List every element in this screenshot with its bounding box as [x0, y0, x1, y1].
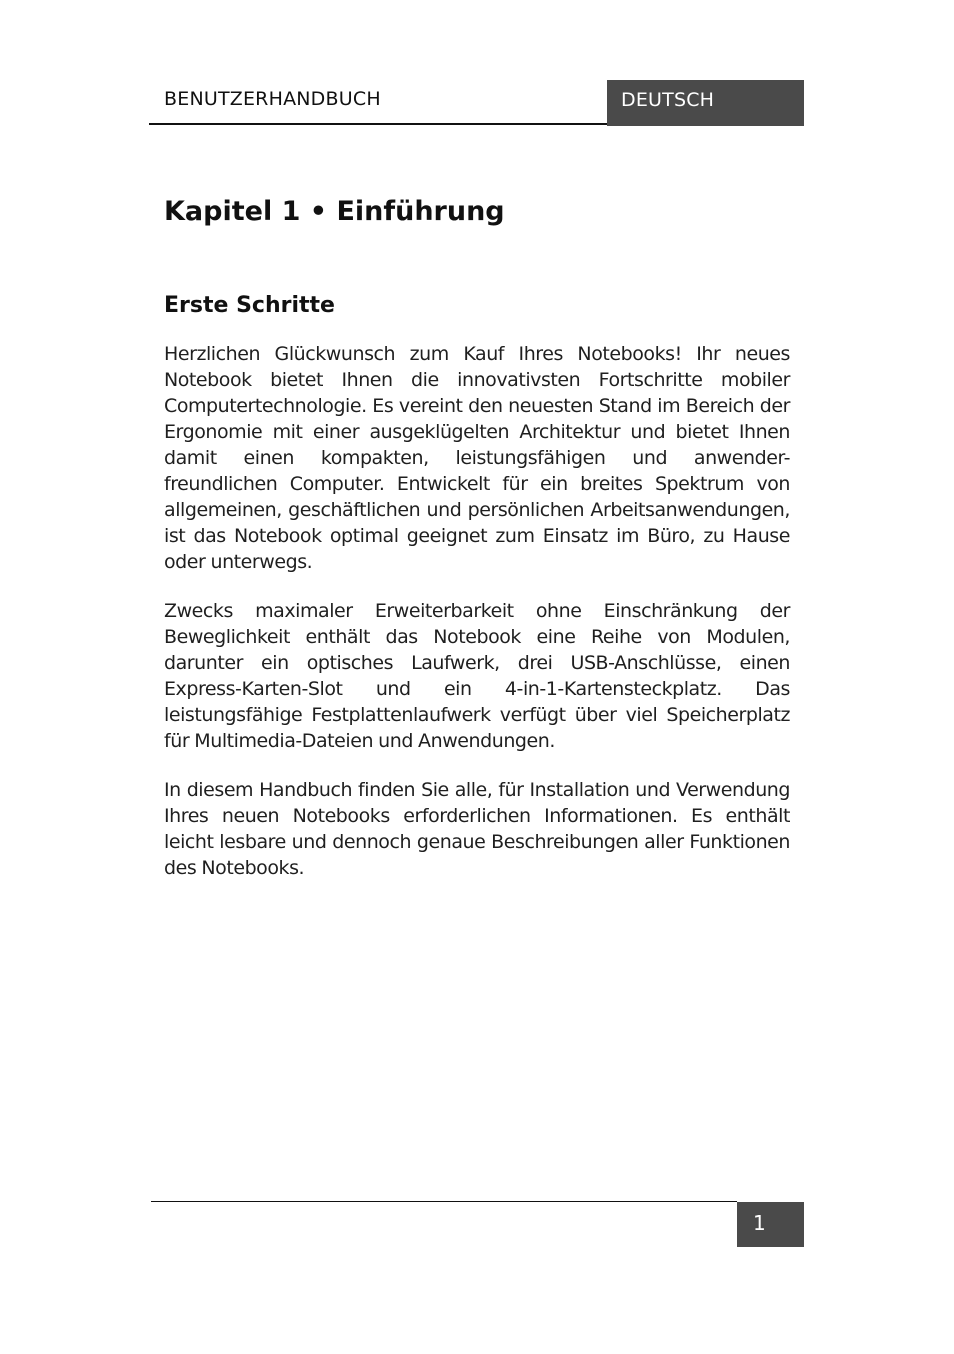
footer-divider [151, 1201, 737, 1202]
page-number-badge [737, 1202, 804, 1247]
body-text [164, 341, 790, 904]
section-title: Erste Schritte [164, 293, 335, 318]
page-number: 1 [753, 1211, 766, 1235]
header-divider [149, 123, 607, 125]
header-title: BENUTZERHANDBUCH [164, 88, 381, 110]
language-badge [607, 80, 804, 126]
paragraph: Zwecks maximaler Erweiterbarkeit ohne Einschränkung der Beweglichkeit enthält das Notebook eine Reihe von Modulen, darunter ein optisches Laufwerk, drei USB-Anschlüsse, einen Express-Karten-Slot und ein 4-in-1-Kartensteckplatz. Das leistungsfähige Festplattenlaufwerk verfügt über viel Speicherplatz für Multimedia-Dateien und Anwendungen. [164, 600, 790, 752]
paragraph: In diesem Handbuch finden Sie alle, für Installation und Verwendung Ihres neuen Notebooks erforderlichen Informationen. Es enthält leicht lesbare und dennoch genaue Beschreibungen aller Funktionen des Notebooks. [164, 779, 790, 879]
language-label: DEUTSCH [621, 89, 715, 111]
paragraph: Herzlichen Glückwunsch zum Kauf Ihres Notebooks! Ihr neues Notebook bietet Ihnen die innovativsten Fortschritte mobiler Computertechnologie. Es vereint den neuesten Stand im Bereich der Ergonomie mit einer ausgeklügelten Architektur und bietet Ihnen damit einen kompakten, leistungsfähigen und anwender-freundlichen Computer. Entwickelt für ein breites Spektrum von allgemeinen, geschäftlichen und persönlichen Arbeitsanwendungen, ist das Notebook optimal geeignet zum Einsatz im Büro, zu Hause oder unterwegs. [164, 343, 790, 573]
chapter-title: Kapitel 1 • Einführung [164, 196, 505, 227]
